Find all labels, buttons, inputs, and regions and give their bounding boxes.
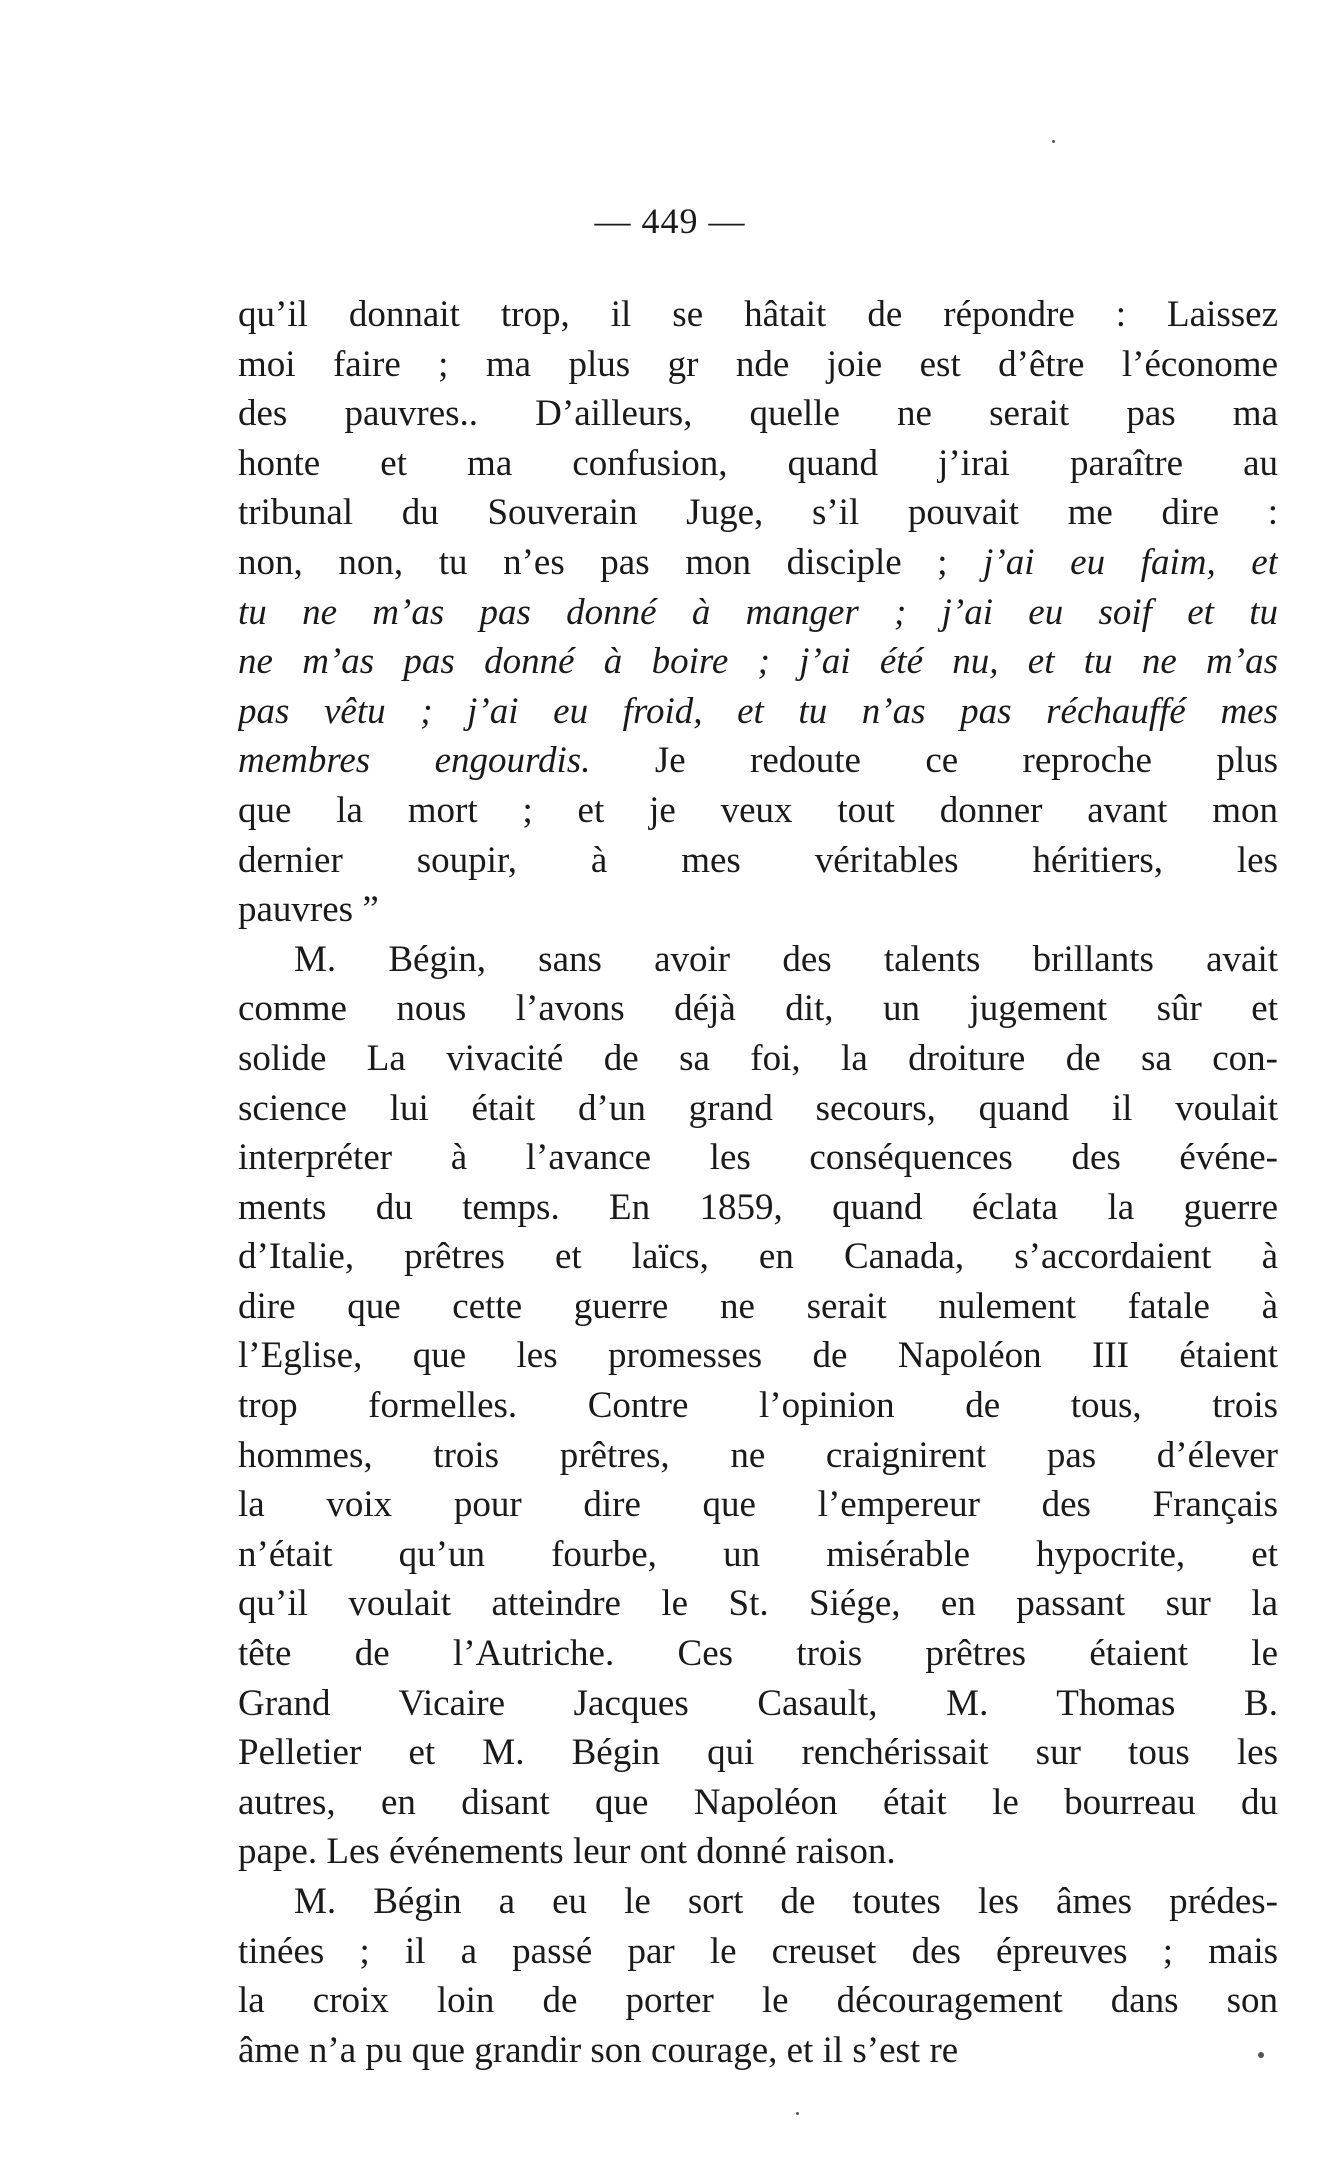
body-text [238, 290, 1278, 2075]
text-line: pauvres ” [238, 889, 379, 931]
print-speck [796, 2112, 799, 2115]
paragraph-start: M. Bégin, sans avoir des talents brillants avait [294, 938, 1278, 980]
text-line-italic: ne m’as pas donné à boire ; j’ai été nu, et tu ne m’as [238, 641, 1278, 683]
text-line: autres, en disant que Napoléon était le bourreau du [238, 1781, 1278, 1823]
text-line: dire que cette guerre ne serait nulement fatale à [238, 1285, 1278, 1327]
text-line: l’Eglise, que les promesses de Napoléon III étaient [238, 1335, 1278, 1377]
text-line: âme n’a pu que grandir son courage, et il s’est re [238, 2029, 959, 2071]
text-line: Grand Vicaire Jacques Casault, M. Thomas B. [238, 1682, 1278, 1724]
text-line: pape. Les événements leur ont donné raison. [238, 1831, 896, 1873]
text-line: que la mort ; et je veux tout donner avant mon [238, 789, 1278, 831]
text-line: tête de l’Autriche. Ces trois prêtres étaient le [238, 1633, 1278, 1675]
text-line: qu’il donnait trop, il se hâtait de répondre : Laissez [238, 294, 1278, 335]
text-line: science lui était d’un grand secours, quand il voulait [238, 1087, 1278, 1129]
page-number: — 449 — [594, 201, 746, 241]
text-line: tribunal du Souverain Juge, s’il pouvait me dire : [238, 492, 1278, 534]
text-line: n’était qu’un fourbe, un misérable hypocrite, et [238, 1533, 1278, 1575]
print-speck [1258, 2052, 1264, 2058]
text-line: d’Italie, prêtres et laïcs, en Canada, s’accordaient à [238, 1236, 1278, 1278]
italic-segment: membres engourdis. [238, 740, 591, 782]
text-line-italic: pas vêtu ; j’ai eu froid, et tu n’as pas réchauffé mes [238, 690, 1278, 732]
text-line: Pelletier et M. Bégin qui renchérissait sur tous les [238, 1732, 1278, 1774]
text-line-italic: tu ne m’as pas donné à manger ; j’ai eu soif et tu [238, 591, 1278, 633]
text-line [238, 736, 1278, 786]
text-line: qu’il voulait atteindre le St. Siége, en passant sur la [238, 1583, 1278, 1625]
text-line: la voix pour dire que l’empereur des Français [238, 1484, 1278, 1526]
text-line: ments du temps. En 1859, quand éclata la guerre [238, 1186, 1278, 1228]
text-line: solide La vivacité de sa foi, la droiture de sa con- [238, 1037, 1278, 1079]
text-line: comme nous l’avons déjà dit, un jugement sûr et [238, 988, 1278, 1030]
text-line: dernier soupir, à mes véritables héritiers, les [238, 839, 1278, 881]
text-line [238, 538, 1278, 588]
italic-segment: j’ai eu faim, et [983, 541, 1278, 583]
text-line: hommes, trois prêtres, ne craignirent pas d’élever [238, 1434, 1278, 1476]
text-line: tinées ; il a passé par le creuset des épreuves ; mais [238, 1930, 1278, 1972]
text-line: des pauvres.. D’ailleurs, quelle ne serait pas ma [238, 393, 1278, 435]
text-line: interpréter à l’avance les conséquences des événe- [238, 1137, 1278, 1179]
print-speck [1052, 140, 1055, 143]
text-line: la croix loin de porter le découragement dans son [238, 1980, 1278, 2022]
paragraph-start: M. Bégin a eu le sort de toutes les âmes prédes- [294, 1881, 1278, 1922]
text-line: honte et ma confusion, quand j’irai paraître au [238, 442, 1278, 484]
text-line: trop formelles. Contre l’opinion de tous, trois [238, 1385, 1278, 1427]
text-line: moi faire ; ma plus gr nde joie est d’être l’économe [238, 343, 1278, 385]
roman-segment: Je redoute ce reproche plus [590, 740, 1278, 782]
roman-segment: non, non, tu n’es pas mon disciple ; [238, 541, 984, 583]
